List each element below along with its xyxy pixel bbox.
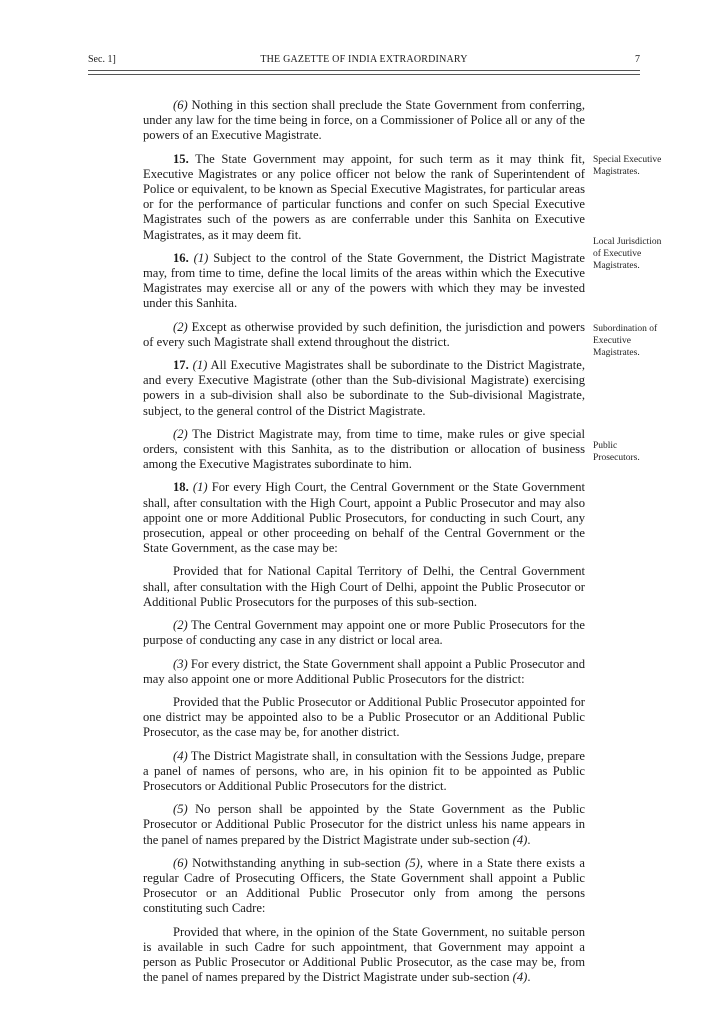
paragraph-18-3: (3) For every district, the State Government shall appoint a Public Prosecutor and may also appoint one or more Additional Public Prosecutors for the district: <box>143 656 585 686</box>
subsection-marker: (2) <box>173 618 188 633</box>
subsection-marker: (2) <box>173 426 188 441</box>
gazette-title: THE GAZETTE OF INDIA EXTRAORDINARY <box>260 54 468 65</box>
subsection-marker: (6) <box>173 855 188 870</box>
document-body <box>143 98 585 993</box>
header-rule <box>88 70 640 75</box>
section-number: 18. <box>173 480 189 495</box>
page-number: 7 <box>635 54 640 65</box>
paragraph-18-2: (2) The Central Government may appoint one or more Public Prosecutors for the purpose of conducting any case in any district or local area. <box>143 618 585 648</box>
subsection-marker: (2) <box>173 319 188 334</box>
subsection-marker: (1) <box>193 250 209 265</box>
paragraph-18-3-proviso: Provided that the Public Prosecutor or Additional Public Prosecutor appointed for one district may be appointed also to be a Public Prosecutor or an Additional Public Prosecutor, as the case may be, for another district. <box>143 694 585 740</box>
subsection-marker: (3) <box>173 656 188 671</box>
section-number: 17. <box>173 358 189 373</box>
margin-note-local-jurisdiction: Local Jurisdiction of Executive Magistrates. <box>593 237 662 271</box>
cross-reference: (4) <box>512 832 528 847</box>
paragraph-17-2: (2) The District Magistrate may, from time to time, make rules or give special orders, consistent with this Sanhita, as to the distribution or allocation of business among the Executive Magistrates subordinate to him. <box>143 426 585 472</box>
paragraph-18-6: (6) Notwithstanding anything in sub-section (5), where in a State there exists a regular Cadre of Prosecuting Officers, the State Government shall appoint a Public Prosecutor or an Additional Public Prosecutor only from among the persons constituting such Cadre: <box>143 855 585 916</box>
subsection-marker: (5) <box>173 802 188 817</box>
section-number: 15. <box>173 151 189 166</box>
subsection-marker: (1) <box>192 480 208 495</box>
subsection-marker: (1) <box>192 358 208 373</box>
cross-reference: (5) <box>405 855 420 870</box>
paragraph-18-1: 18. (1) For every High Court, the Central Government or the State Government shall, after consultation with the High Court, appoint a Public Prosecutor and may also appoint one or more Additional Public Prosecutors, for conducting in such Court, any prosecution, appeal or other proceeding on behalf of the Central Government or the State Government, as the case may be: <box>143 480 585 556</box>
section-label: Sec. 1] <box>88 54 116 65</box>
paragraph-16-2: (2) Except as otherwise provided by such definition, the jurisdiction and powers of every such Magistrate shall extend throughout the district. <box>143 319 585 349</box>
paragraph-14-6: (6) Nothing in this section shall preclude the State Government from conferring, under any law for the time being in force, on a Commissioner of Police all or any of the powers of an Executive Magistrate. <box>143 98 585 143</box>
paragraph-15: 15. The State Government may appoint, for such term as it may think fit, Executive Magistrates or any police officer not below the rank of Superintendent of Police or equivalent, to be known as Special Executive Magistrates, for particular areas or for the performance of particular functions and confer on such Special Executive Magistrates such of the powers as are conferrable under this Sanhita on Executive Magistrates, as it may deem fit. <box>143 151 585 242</box>
subsection-marker: (4) <box>173 748 188 763</box>
margin-note-special-executive-magistrates: Special Executive Magistrates. <box>593 155 662 177</box>
paragraph-18-6-proviso: Provided that where, in the opinion of the State Government, no suitable person is available in such Cadre for such appointment, that Government may appoint a person as Public Prosecutor or Additional Public Prosecutor, as the case may be, from the panel of names prepared by the District Magistrate under sub-section (4). <box>143 924 585 985</box>
subsection-marker: (6) <box>173 98 188 112</box>
paragraph-18-5: (5) No person shall be appointed by the State Government as the Public Prosecutor or Additional Public Prosecutor for the district unless his name appears in the panel of names prepared by the District Magistrate under sub-section (4). <box>143 802 585 847</box>
paragraph-18-4: (4) The District Magistrate shall, in consultation with the Sessions Judge, prepare a panel of names of persons, who are, in his opinion fit to be appointed as Public Prosecutors or Additional Public Prosecutors for the district. <box>143 748 585 793</box>
margin-note-subordination: Subordination of Executive Magistrates. <box>593 324 658 358</box>
paragraph-18-1-proviso: Provided that for National Capital Territory of Delhi, the Central Government shall, after consultation with the High Court of Delhi, appoint the Public Prosecutor or Additional Public Prosecutors for the purposes of this sub-section. <box>143 564 585 609</box>
section-number: 16. <box>173 250 189 265</box>
margin-note-public-prosecutors: Public Prosecutors. <box>593 441 640 463</box>
cross-reference: (4) <box>512 970 528 985</box>
paragraph-17-1: 17. (1) All Executive Magistrates shall be subordinate to the District Magistrate, and every Executive Magistrate (other than the Sub-divisional Magistrate) exercising powers in a sub-division shall also be subordinate to the Sub-divisional Magistrate, subject, to the general control of the District Magistrate. <box>143 358 585 418</box>
paragraph-16-1: 16. (1) Subject to the control of the State Government, the District Magistrate may, from time to time, define the local limits of the areas within which the Executive Magistrates may exercise all or any of the powers with which they may be invested under this Sanhita. <box>143 250 585 311</box>
